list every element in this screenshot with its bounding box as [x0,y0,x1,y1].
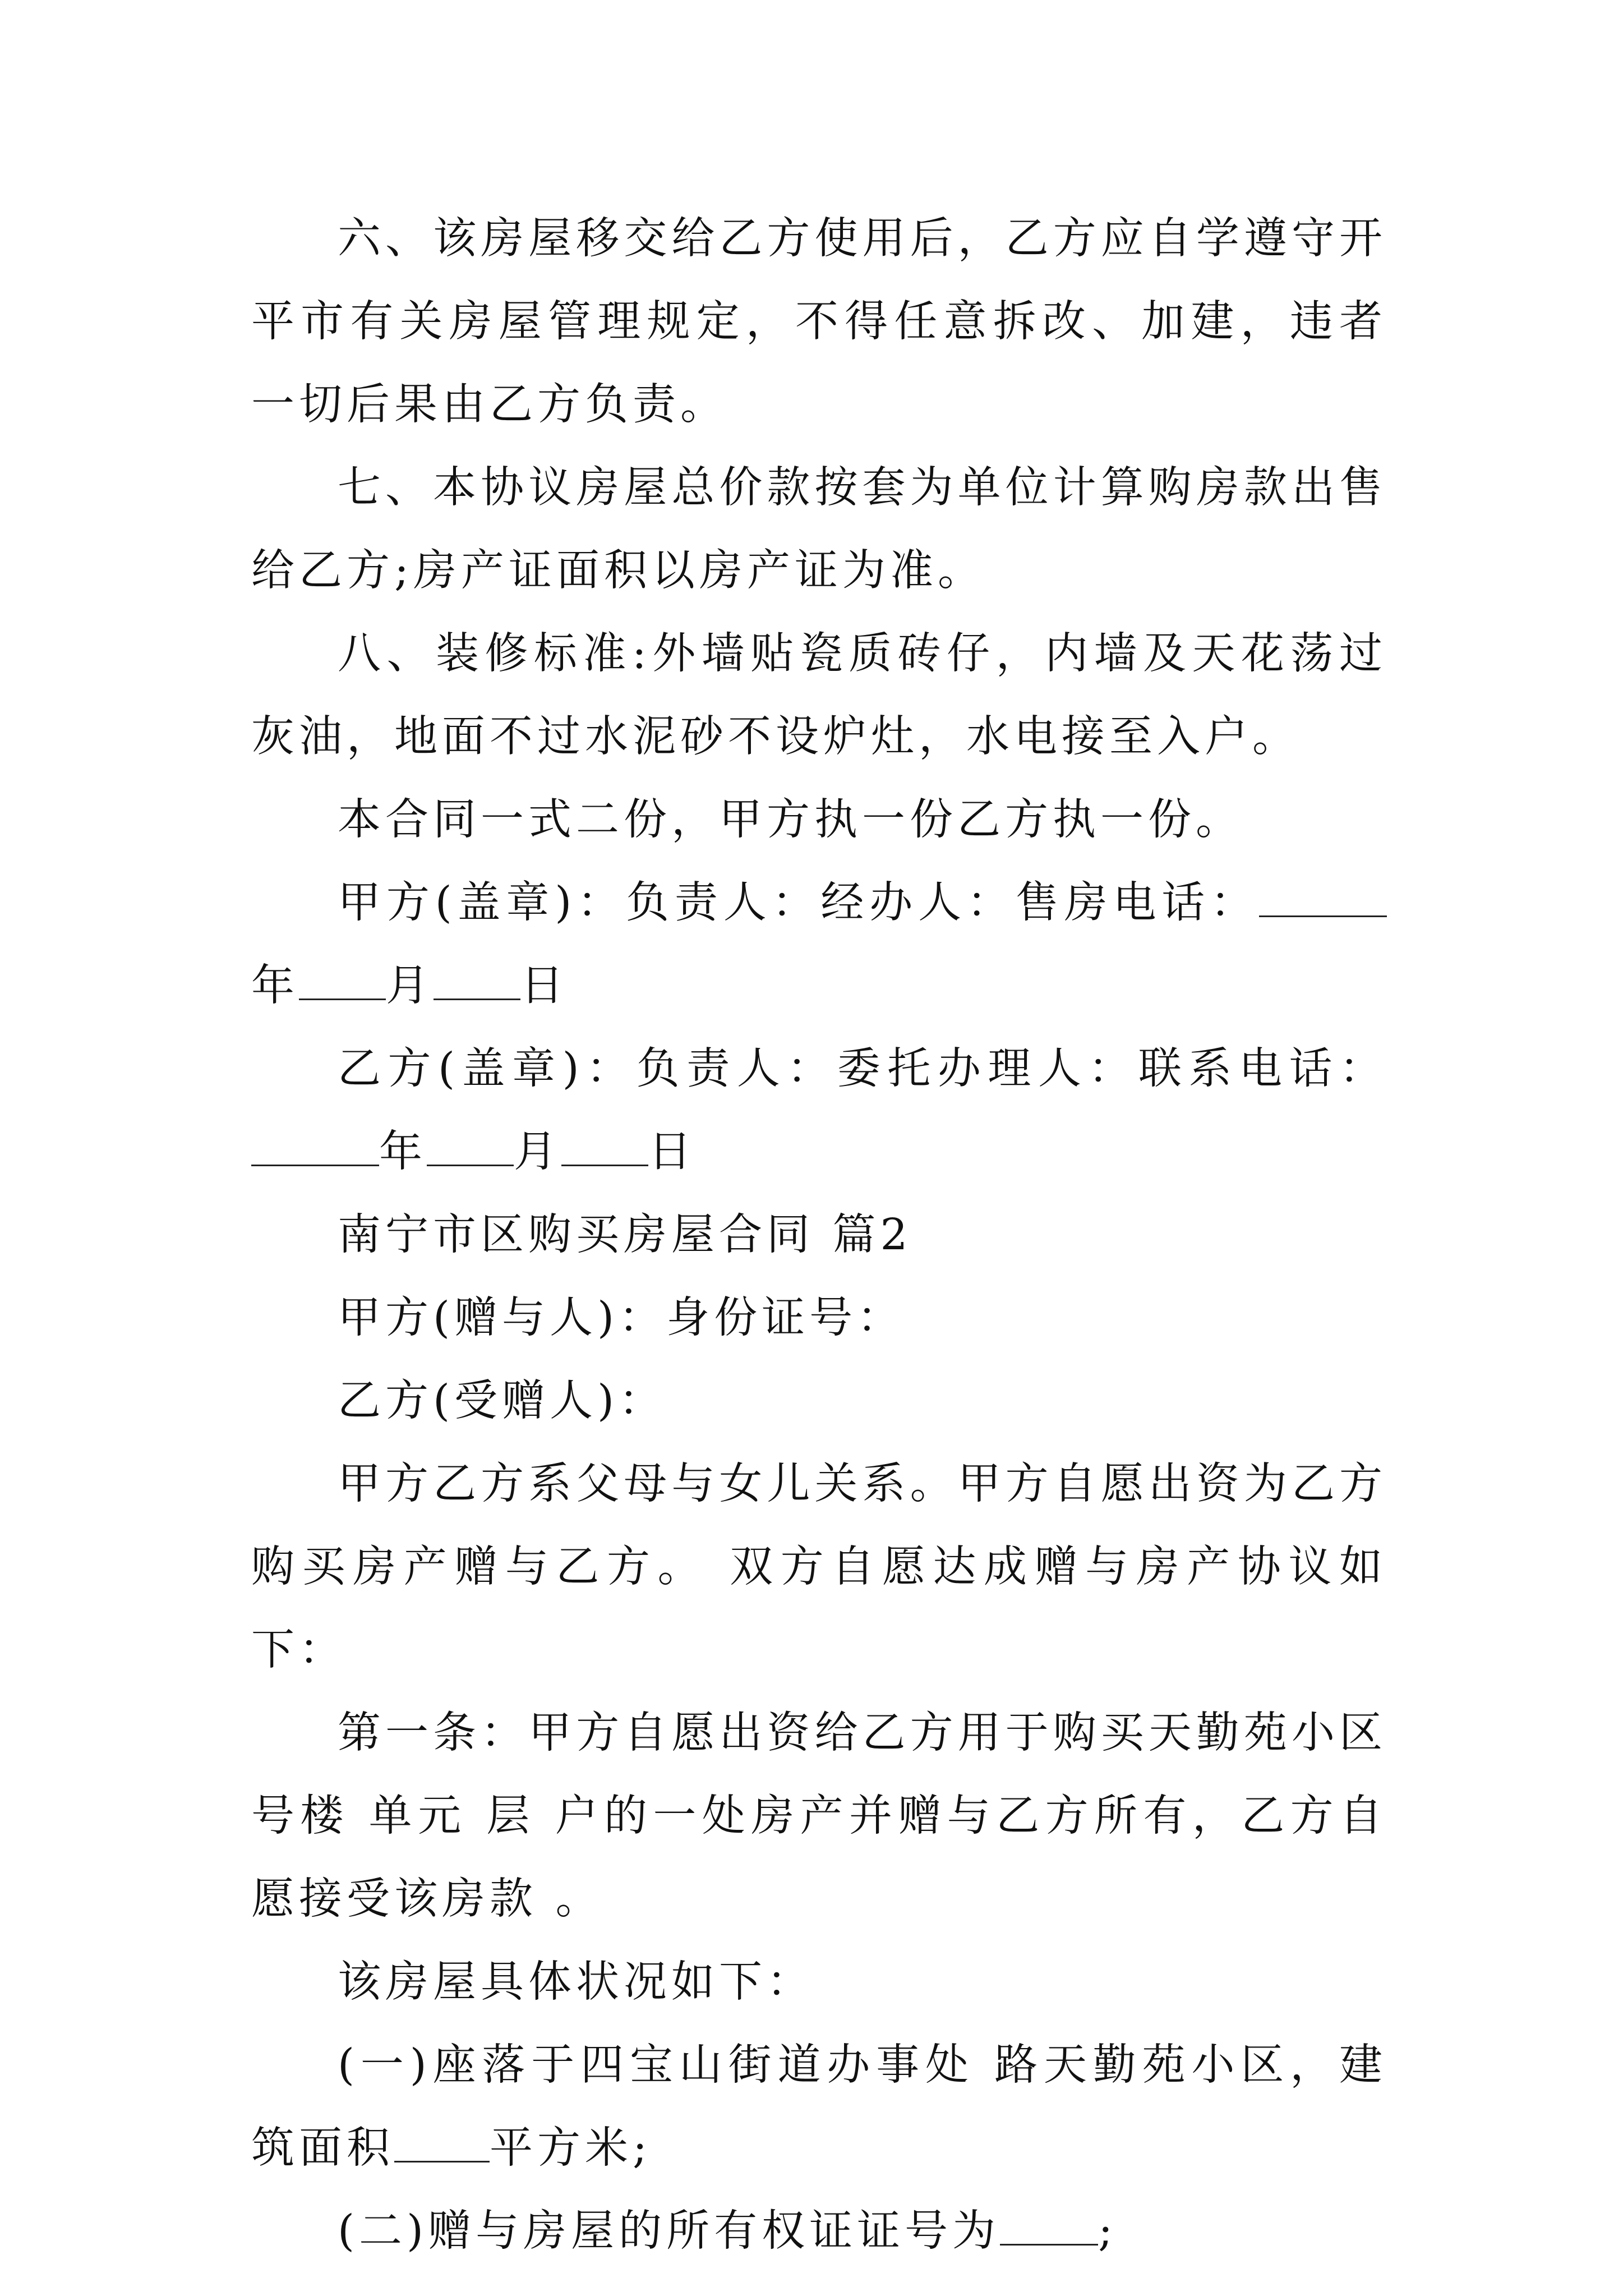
blank-field [299,958,386,1000]
item-2-end: ; [1098,2206,1118,2256]
blank-field [394,2120,490,2162]
recipient-line: 乙方(受赠人)： [338,1376,667,1426]
article-1: 第一条：甲方自愿出资给乙方用于购买天勤苑小区号楼 单元 层 户的一处房产并赠与乙方所有，乙方自愿接受该房款 。 [251,1708,1387,1924]
clause-7: 七、本协议房屋总价款按套为单位计算购房款出售给乙方;房产证面积以房产证为准。 [251,463,1387,596]
clause-6: 六、该房屋移交给乙方使用后，乙方应自学遵守开平市有关房屋管理规定，不得任意拆改、加建，违者一切后果由乙方负责。 [251,214,1387,430]
donor-line: 甲方(赠与人)：身份证号： [338,1293,905,1343]
blank-field [1000,2203,1098,2246]
year-label: 年 [251,961,299,1011]
item-2-text: (二)赠与房屋的所有权证证号为 [338,2206,1000,2256]
property-status-heading: 该房屋具体状况如下： [338,1957,814,2007]
item-1-text: (一)座落于四宝山街道办事处 路天勤苑小区，建筑面积 [251,2040,1387,2173]
blank-field [434,958,520,1000]
month-label: 月 [514,1127,561,1177]
blank-field [1259,875,1387,917]
section-title: 南宁市区购买房屋合同 篇2 [338,1210,912,1260]
blank-field [561,1124,648,1166]
blank-field [251,1124,379,1166]
day-label: 日 [648,1127,696,1177]
item-1-unit: 平方米; [490,2123,652,2173]
month-label: 月 [386,961,434,1011]
party-b-prefix: 乙方(盖章)：负责人：委托办理人：联系电话： [338,1044,1387,1094]
year-label: 年 [379,1127,427,1177]
party-b-signature-line [251,1028,1387,1194]
clause-8: 八、装修标准:外墙贴瓷质砖仔，内墙及天花荡过灰油，地面不过水泥砂不设炉灶，水电接至入户。 [251,629,1387,762]
contract-text [251,197,1387,2273]
item-2-certificate [251,2190,1387,2273]
party-a-prefix: 甲方(盖章)：负责人：经办人：售房电话： [338,878,1259,928]
item-1-location [251,2024,1387,2190]
blank-field [427,1124,514,1166]
day-label: 日 [520,961,568,1011]
party-a-signature-line [251,862,1387,1028]
copies-note: 本合同一式二份，甲方执一份乙方执一份。 [338,795,1243,845]
relationship-paragraph: 甲方乙方系父母与女儿关系。甲方自愿出资为乙方购买房产赠与乙方。 双方自愿达成赠与房产协议如下： [251,1459,1387,1675]
